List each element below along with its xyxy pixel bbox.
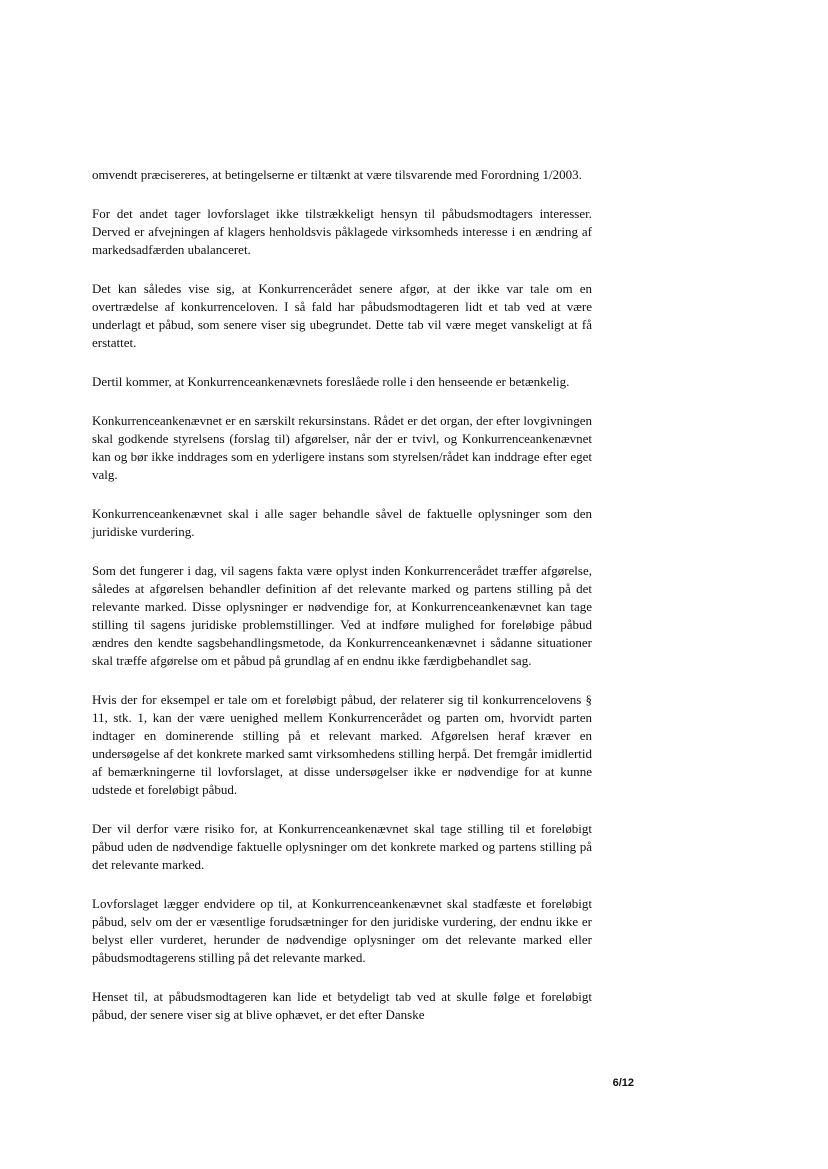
document-body (92, 166, 592, 1045)
paragraph: Henset til, at påbudsmodtageren kan lide et betydeligt tab ved at skulle følge et foreløbigt påbud, der senere viser sig at blive ophævet, er det efter Danske (92, 989, 592, 1022)
paragraph: Dertil kommer, at Konkurrenceankenævnets foreslåede rolle i den henseende er betænkelig. (92, 374, 570, 389)
paragraph: Hvis der for eksempel er tale om et foreløbigt påbud, der relaterer sig til konkurrencelovens § 11, stk. 1, kan der være uenighed mellem Konkurrencerådet og parten om, hvorvidt parten indtager en dominerende stilling på et relevant marked. Afgørelsen heraf kræver en undersøgelse af det konkrete marked samt virksomhedens stilling herpå. Det fremgår imidlertid af bemærkningerne til lovforslaget, at disse undersøgelser ikke er nødvendige for at kunne udstede et foreløbigt påbud. (92, 692, 592, 797)
page-number: 6/12 (612, 1077, 634, 1089)
paragraph: Konkurrenceankenævnet er en særskilt rekursinstans. Rådet er det organ, der efter lovgivningen skal godkende styrelsens (forslag til) afgørelser, når der er tvivl, og Konkurrenceankenævnet kan og bør ikke inddrages som en yderligere instans som styrelsen/rådet kan inddrage efter eget valg. (92, 413, 592, 482)
paragraph: Som det fungerer i dag, vil sagens fakta være oplyst inden Konkurrencerådet træffer afgørelse, således at afgørelsen behandler definition af det relevante marked og partens stilling på det relevante marked. Disse oplysninger er nødvendige for, at Konkurrenceankenævnet kan tage stilling til sagens juridiske problemstillinger. Ved at indføre mulighed for foreløbige påbud ændres den kendte sagsbehandlingsmetode, da Konkurrenceankenævnet i sådanne situationer skal træffe afgørelse om et påbud på grundlag af en endnu ikke færdigbehandlet sag. (92, 563, 592, 668)
paragraph: Det kan således vise sig, at Konkurrencerådet senere afgør, at der ikke var tale om en overtrædelse af konkurrenceloven. I så fald har påbudsmodtageren lidt et tab ved at være underlagt et påbud, som senere viser sig ubegrundet. Dette tab vil være meget vanskeligt at få erstattet. (92, 281, 592, 350)
paragraph: Lovforslaget lægger endvidere op til, at Konkurrenceankenævnet skal stadfæste et foreløbigt påbud, selv om der er væsentlige forudsætninger for den juridiske vurdering, der endnu ikke er belyst eller vurderet, herunder de nødvendige oplysninger om det relevante marked eller påbudsmodtagerens stilling på det relevante marked. (92, 896, 592, 965)
paragraph: omvendt præcisereres, at betingelserne er tiltænkt at være tilsvarende med Forordning 1/2003. (92, 167, 582, 182)
paragraph: Konkurrenceankenævnet skal i alle sager behandle såvel de faktuelle oplysninger som den juridiske vurdering. (92, 506, 592, 539)
paragraph: For det andet tager lovforslaget ikke tilstrækkeligt hensyn til påbudsmodtagers interesser. Derved er afvejningen af klagers henholdsvis påklagede virksomheds interesse i en ændring af markedsadfærden ubalanceret. (92, 206, 592, 257)
paragraph: Der vil derfor være risiko for, at Konkurrenceankenævnet skal tage stilling til et foreløbigt påbud uden de nødvendige faktuelle oplysninger om det konkrete marked og partens stilling på det relevante marked. (92, 821, 592, 872)
